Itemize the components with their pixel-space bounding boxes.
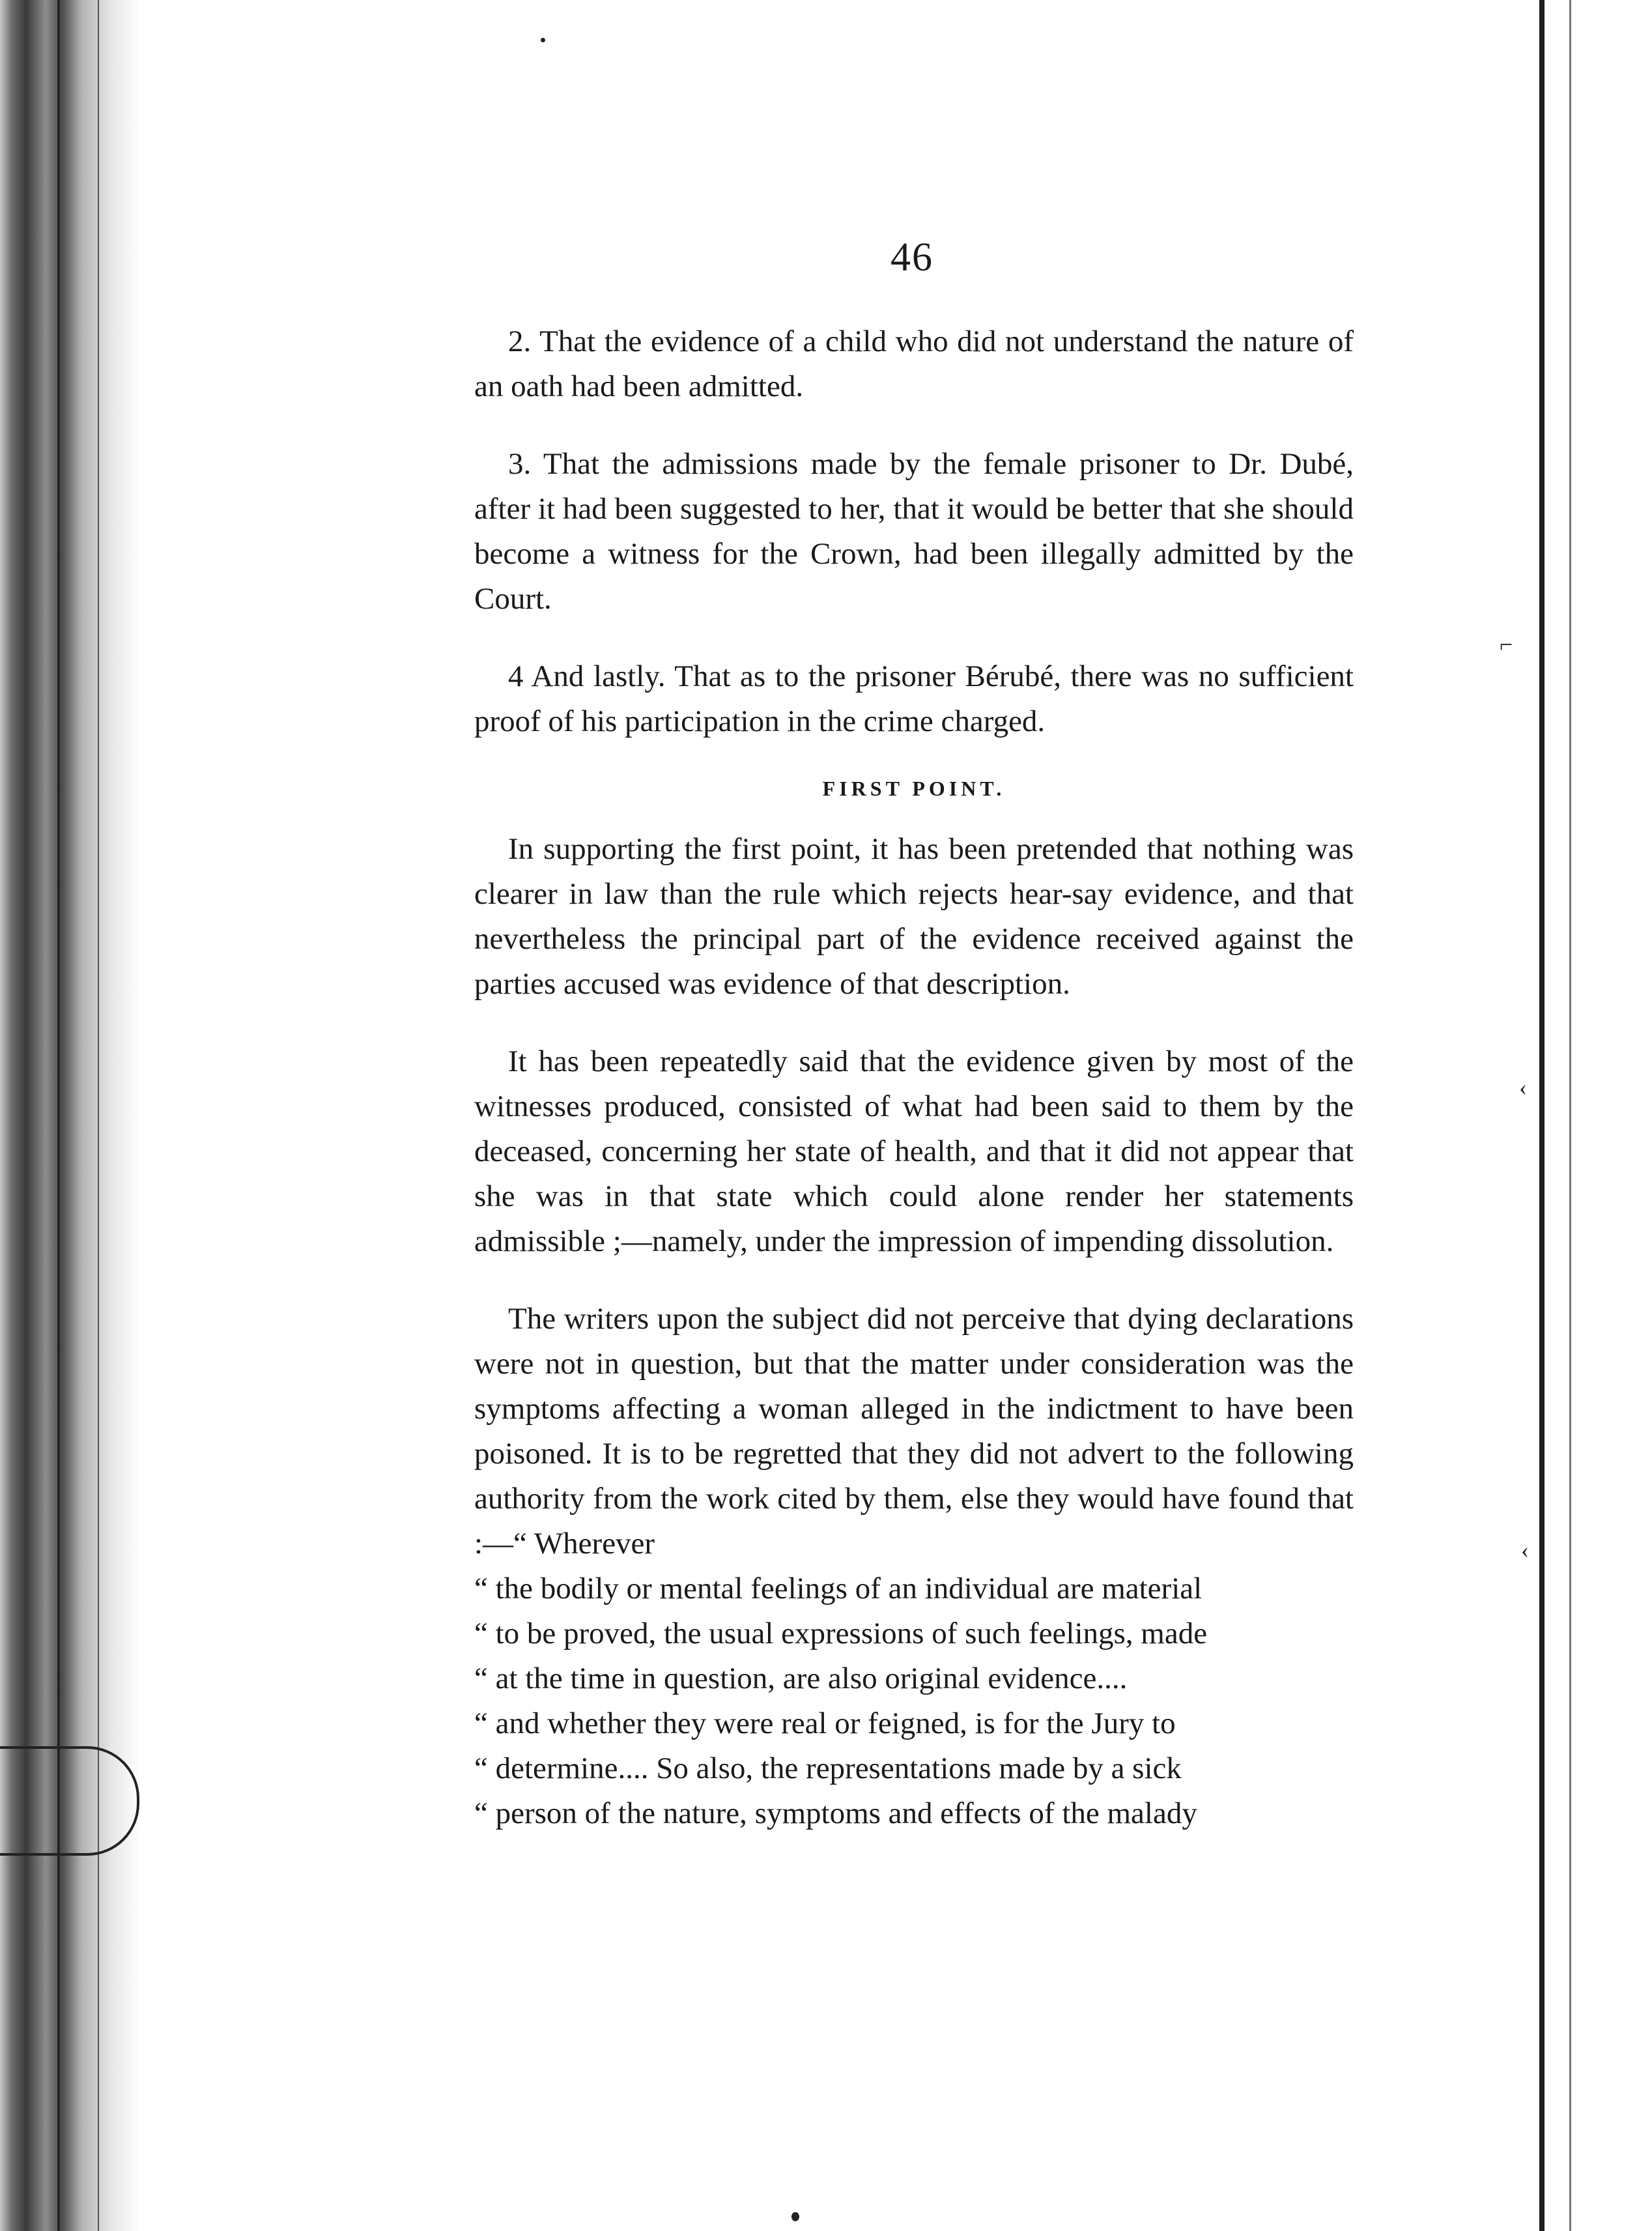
margin-mark: ‹ xyxy=(1521,1537,1529,1563)
paragraph-point-2: 2. That the evidence of a child who did not understand the nature of an oath had been admitted. xyxy=(474,324,1354,403)
quote-line: “ the bodily or mental feelings of an individual are material xyxy=(474,1572,1203,1605)
quote-line: “ and whether they were real or feigned, is for the Jury to xyxy=(474,1706,1176,1740)
quote-line: “ determine.... So also, the representations made by a sick xyxy=(474,1751,1182,1785)
margin-mark: ⌐ xyxy=(1500,631,1513,657)
quotation-block xyxy=(474,1566,1354,1836)
margin-mark: ‹ xyxy=(1519,1074,1527,1101)
paragraph-point-4: 4 And lastly. That as to the prisoner Bérubé, there was no sufficient proof of his participation in the crime charged. xyxy=(474,659,1354,738)
paragraph-first-point-3: The writers upon the subject did not perceive that dying declarations were not in question, but that the matter under consideration was the symptoms affecting a woman alleged in the indictment to have been poisoned. It is to be regretted that they did not advert to the following authority from the work cited by them, else they would have found that :—“ Wherever xyxy=(474,1302,1354,1561)
paragraph-first-point-2: It has been repeatedly said that the evidence given by most of the witnesses produced, consisted of what had been said to them by the deceased, concerning her state of health, and that it did not appear that she was in that state which could alone render her statements admissible ;—namely, under the impression of impending dissolution. xyxy=(474,1044,1354,1258)
quote-line: “ at the time in question, are also original evidence.... xyxy=(474,1662,1128,1695)
quote-line: “ person of the nature, symptoms and effects of the malady xyxy=(474,1796,1197,1830)
paragraph-point-3: 3. That the admissions made by the female prisoner to Dr. Dubé, after it had been suggested to her, that it would be better that she should become a witness for the Crown, had been illegally admitted by the Court. xyxy=(474,447,1354,616)
quote-line: “ to be proved, the usual expressions of such feelings, made xyxy=(474,1617,1208,1650)
paragraph-first-point-1: In supporting the first point, it has been pretended that nothing was clearer in law than the rule which rejects hear-say evidence, and that nevertheless the principal part of the evidence received against the parties accused was evidence of that description. xyxy=(474,832,1354,1001)
page-number: 46 xyxy=(890,235,933,280)
section-heading: FIRST POINT. xyxy=(822,777,1006,800)
body-text xyxy=(474,319,1354,1836)
